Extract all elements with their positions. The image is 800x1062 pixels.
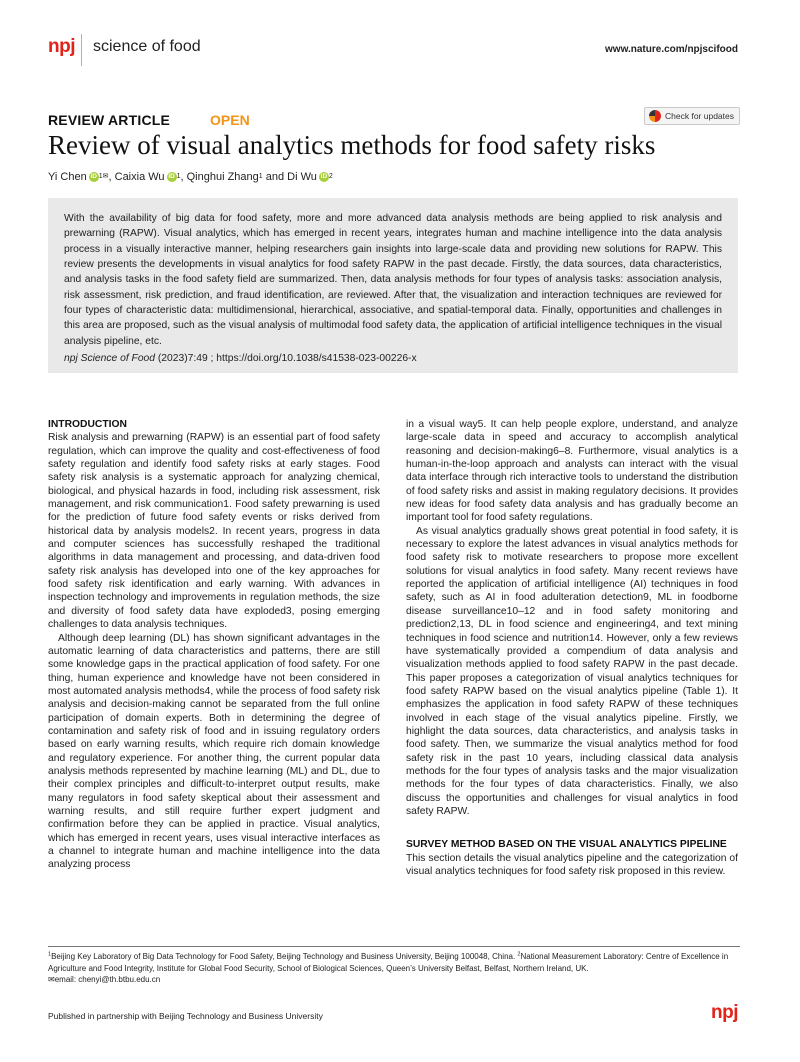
open-access-label: OPEN <box>210 112 250 128</box>
header-divider <box>81 34 82 66</box>
paragraph: Risk analysis and prewarning (RAPW) is an essential part of food safety regulation, which can improve the quality and cost-effectiveness of food safety regulation and identify food safety risks at early stages. Food safety risk analysis is a systematic approach for analyzing chemical, biological, and physical hazards in food, including risk assessment, risk management, and risk communication1. Food safety prewarning is used for the prediction of future food safety events or risks derived from historical data by analysis models2. In recent years, progress in data and computer sciences has successfully reshaped the traditional algorithms in data management and processing, and data-driven food safety risk analysis has developed into one of the key approaches for food safety risk identification and early warning. With advances in inspection technology and improvements in regulation methods, the size and diversity of food safety data have exploded3, posing emerging challenges to data analysis techniques. <box>48 432 380 631</box>
abstract-text: With the availability of big data for food safety, more and more advanced data analysis methods are being applied to risk analysis and prewarning (RAPW). Visual analytics, which has emerged in recent years, integrates human and machine intelligence into the data analysis process in a visually interactive manner, helping researchers gain insights into large-scale data and providing new solutions for RAPW. This review presents the developments in visual analytics for food safety RAPW in the past decade. Firstly, the data sources, data characteristics, and analysis tasks in the food safety field are summarized. Then, data analysis methods for four types of analysis tasks: association analysis, risk assessment, risk prediction, and fraud identification, are reviewed. After that, the visualization and interaction techniques are reviewed for four types of characteristic data: multidimensional, hierarchical, associative, and spatial-temporal data. Finally, opportunities and challenges in this area are proposed, such as the visual analysis of multimodal food safety data, the application of artificial intelligence techniques in the visual analysis pipeline, etc. <box>64 213 722 347</box>
section-heading-introduction: INTRODUCTION <box>48 419 127 430</box>
paragraph: As visual analytics gradually shows great potential in food safety, it is necessary to explore the latest advances in visual analytics methods for food safety risk to motivate researchers to propose more excellent solutions for visual analytics in food safety. Many recent reviews have reported the application of artificial intelligence (AI) techniques in food safety, such as AI in food adulteration detection9, ML in foodborne disease surveillance10–12 and in food safety monitoring and prediction2,13, DL in food science and engineering4, and text mining techniques in food science and nutrition14. However, only a few reviews have systematically provided a compendium of data analysis and visualization methods applied to food safety RAPW in the past decade. This paper proposes a categorization of visual analytics techniques for food safety RAPW based on the visual analytics pipeline (Table 1). It emphasizes the application in food safety RAPW of these techniques involved in each stage of the visual analytics pipeline. Firstly, we highlight the data sources, data characteristics, and analysis tasks in food safety. Then, we summarize the visual analytics method for food safety risk in the past 10 years, including classical data analysis methods for the four types of analysis tasks and the major visualization methods for the four types of data characteristics. Finally, we also discuss the opportunities and challenges for visual analytics in food safety RAPW. <box>406 525 738 817</box>
affiliation-2: National Measurement Laboratory: Centre of Excellence in Agriculture and Food Integrity, Institute for Global Food Security, School of Biological Sciences, Queen’s University Belfast, Belfast, Northern Ireland, UK. <box>48 952 729 973</box>
npj-logo[interactable]: npj <box>48 36 75 57</box>
footer-partnership: Published in partnership with Beijing Technology and Business University <box>48 1011 323 1021</box>
footer-npj-logo[interactable]: npj <box>711 1002 738 1023</box>
abstract-box <box>48 198 738 373</box>
section-heading-survey-method: SURVEY METHOD BASED ON THE VISUAL ANALYTICS PIPELINE <box>406 839 727 851</box>
paragraph: Although deep learning (DL) has shown significant advantages in the automatic learning of data characteristics and patterns, there are still some knowledge gaps in the practical application of food safety. For one thing, human experience and knowledge have not been considered in most automated analysis methods4, while the process of food safety risk analysis and decision-making cannot be separated from the full online participation of domain experts. Both in determining the degree of contamination and safety risk of food and in issuing regulatory orders based on early warning results, which require rich domain knowledge and regulatory experience. For another thing, the current popular data analysis methods represented by machine learning (ML) and DL, due to their complex principles and difficult-to-interpret output results, make many regulators in food safety skeptical about their assessment and warning results, and still require further expert judgment and confirmation before they can be applied in practice. Visual analytics, which has emerged in recent years, uses visual interactive interfaces as a channel to integrate human and machine intelligence into the data analyzing process <box>48 632 380 871</box>
crossmark-icon <box>649 110 661 122</box>
check-updates-label: Check for updates <box>665 111 734 121</box>
author-separator: and <box>262 171 288 183</box>
footnote-divider <box>48 946 740 947</box>
author-name[interactable]: Di Wu <box>287 171 317 183</box>
author-name[interactable]: Yi Chen <box>48 171 87 183</box>
citation-line <box>64 351 722 366</box>
orcid-icon[interactable]: iD <box>90 173 97 180</box>
right-column <box>406 418 738 878</box>
corresponding-email[interactable]: email: chenyi@th.btbu.edu.cn <box>54 975 161 984</box>
citation-journal: npj Science of Food <box>64 353 156 365</box>
left-column <box>48 418 380 872</box>
email-icon: ✉ <box>48 975 55 984</box>
author-list: Yi Chen iD 1✉ , Caixia Wu iD 1 , Qinghui Zhang 1 and Di Wu iD 2 <box>48 171 333 183</box>
author-name[interactable]: Qinghui Zhang <box>186 171 259 183</box>
author-separator: , <box>180 171 187 183</box>
paragraph: in a visual way5. It can help people explore, understand, and analyze large-scale data in speed and accuracy to accomplish analytical reasoning and decision-making6–8. Furthermore, visual analytics is a human-in-the-loop approach and analysts can interact with the visual data interface through rich interactive tools to understand the distribution of food safety risks and assist in making regulatory decisions. It provides new ideas for food safety data analysis and has gradually become an important tool for food safety regulations. <box>406 419 738 524</box>
affiliations-footnote: $^1$Beijing Key Laboratory of Big Data Technology for Food Safety, Beijing Technology and Business University, Beijing 100048, China. $^2$National Measurement Laboratory: Centre of Excellence in Agriculture and Food Integrity, Institute for Global Food Security, School of Biological Sciences, Queen’s University Belfast, Belfast, Northern Ireland, UK. ✉email: chenyi@th.btbu.edu.cn <box>48 951 729 984</box>
paragraph: This section details the visual analytics pipeline and the categorization of visual analytics techniques for food safety risk proposed in this review. <box>406 852 738 877</box>
journal-url[interactable]: www.nature.com/npjscifood <box>605 44 738 55</box>
orcid-icon[interactable]: iD <box>320 173 328 180</box>
check-for-updates-button[interactable] <box>644 107 740 125</box>
affiliation-1: Beijing Key Laboratory of Big Data Technology for Food Safety, Beijing Technology and Business University, Beijing 100048, China. <box>51 952 518 961</box>
article-type: REVIEW ARTICLE <box>48 112 171 128</box>
author-separator: , <box>108 171 115 183</box>
citation-doi[interactable]: (2023)7:49 ; https://doi.org/10.1038/s41538-023-00226-x <box>155 353 417 365</box>
article-title: Review of visual analytics methods for food safety risks <box>48 130 656 160</box>
author-name[interactable]: Caixia Wu <box>114 171 165 183</box>
journal-name[interactable]: science of food <box>93 38 201 55</box>
orcid-icon[interactable]: iD <box>168 173 175 180</box>
